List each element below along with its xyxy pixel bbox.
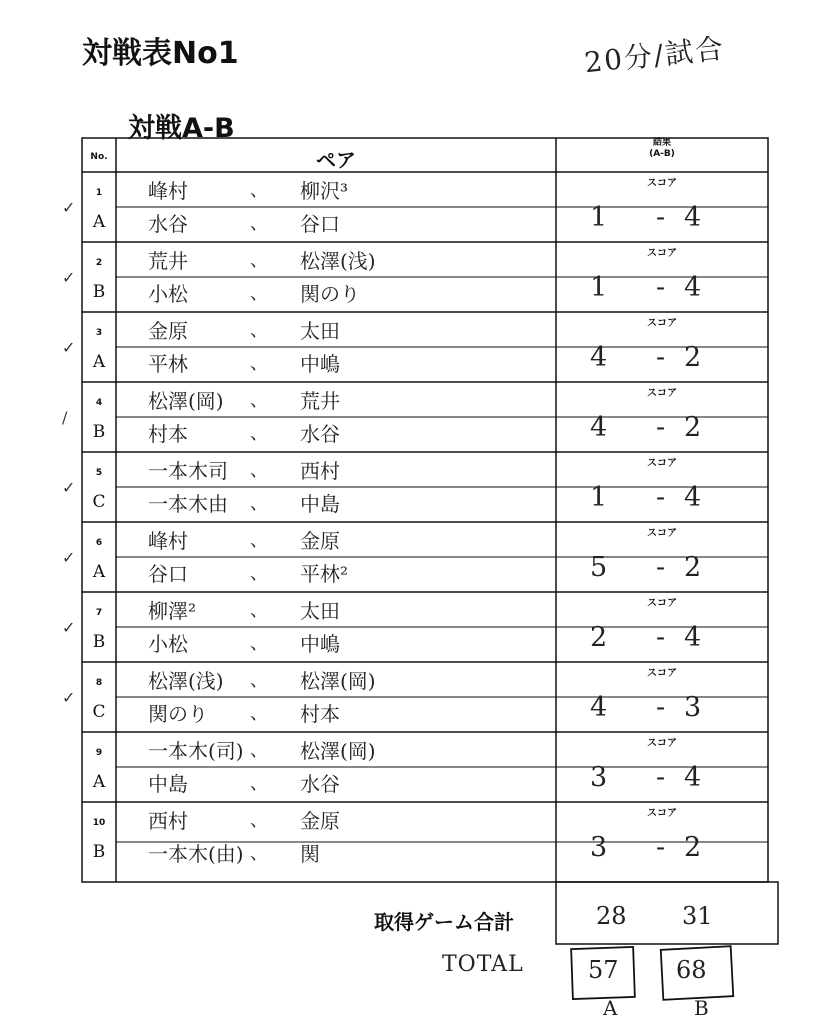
match-court: B <box>92 632 106 652</box>
page-title: 対戦表No1 <box>82 36 239 71</box>
pair-separator: 、 <box>250 670 268 691</box>
pair-separator: 、 <box>250 633 268 654</box>
pair2-player2: 谷口 <box>300 212 340 236</box>
pair2-player1: 谷口 <box>148 562 188 586</box>
match-number: 3 <box>95 328 103 338</box>
pair-separator: 、 <box>250 320 268 341</box>
pair2-player1: 平林 <box>148 352 188 376</box>
match-row <box>0 592 819 662</box>
pair1-player1: 峰村 <box>148 529 188 553</box>
pair1-player2: 松澤(浅) <box>300 249 376 273</box>
pair-separator: 、 <box>250 423 268 444</box>
check-mark: ✓ <box>62 268 76 287</box>
pair2-player2: 平林² <box>300 562 349 586</box>
pair-separator: 、 <box>250 530 268 551</box>
pair1-player2: 西村 <box>300 459 340 483</box>
score-a: 4 <box>590 342 608 373</box>
score-dash: - <box>656 202 666 233</box>
score-a: 2 <box>590 622 608 653</box>
match-row <box>0 522 819 592</box>
score-dash: - <box>656 832 666 863</box>
pair2-player1: 一本木由 <box>148 492 228 516</box>
score-b: 4 <box>684 202 702 233</box>
pair1-player2: 荒井 <box>300 389 340 413</box>
score-dash: - <box>656 272 666 303</box>
pair1-player1: 金原 <box>148 319 188 343</box>
match-number: 6 <box>95 538 103 548</box>
grand-total-label: TOTAL <box>442 952 524 977</box>
matchup-title: 対戦A-B <box>128 113 235 144</box>
pair-separator: 、 <box>250 493 268 514</box>
match-row <box>0 242 819 312</box>
pair2-player1: 小松 <box>148 632 188 656</box>
match-court: C <box>92 702 106 722</box>
score-b: 2 <box>684 832 702 863</box>
pair1-player2: 金原 <box>300 529 340 553</box>
pair-separator: 、 <box>250 810 268 831</box>
match-row <box>0 382 819 452</box>
pair1-player2: 金原 <box>300 809 340 833</box>
pair-separator: 、 <box>250 460 268 481</box>
pair1-player1: 峰村 <box>148 179 188 203</box>
score-dash: - <box>656 692 666 723</box>
pair-separator: 、 <box>250 740 268 761</box>
pair1-player1: 柳澤² <box>148 599 197 623</box>
match-row <box>0 732 819 802</box>
pair1-player1: 西村 <box>148 809 188 833</box>
score-b: 4 <box>684 482 702 513</box>
pair-separator: 、 <box>250 843 268 864</box>
header-pair: ペア <box>316 148 356 172</box>
score-dash: - <box>656 342 666 373</box>
score-label: スコア <box>647 178 677 189</box>
games-total-label: 取得ゲーム合計 <box>374 910 514 934</box>
match-court: B <box>92 282 106 302</box>
pair2-player1: 小松 <box>148 282 188 306</box>
match-row <box>0 312 819 382</box>
pair1-player1: 松澤(浅) <box>148 669 224 693</box>
pair2-player2: 村本 <box>300 702 340 726</box>
match-court: A <box>92 212 106 232</box>
check-mark: ✓ <box>62 548 76 567</box>
pair2-player2: 水谷 <box>300 772 340 796</box>
pair2-player1: 中島 <box>148 772 188 796</box>
match-row <box>0 802 819 872</box>
score-a: 5 <box>590 552 608 583</box>
header-result <box>556 138 768 160</box>
header-result-sub: (A-B) <box>649 149 675 159</box>
score-a: 3 <box>590 762 608 793</box>
grand-total-side-b: B <box>694 996 709 1020</box>
check-mark: ✓ <box>62 338 76 357</box>
pair1-player1: 一本木(司) <box>148 739 244 763</box>
match-number: 4 <box>95 398 103 408</box>
score-label: スコア <box>647 738 677 749</box>
games-total-b: 31 <box>682 902 713 930</box>
score-label: スコア <box>647 598 677 609</box>
grand-total-side-a: A <box>603 996 618 1020</box>
pair-separator: 、 <box>250 600 268 621</box>
score-dash: - <box>656 482 666 513</box>
match-row <box>0 662 819 732</box>
score-a: 4 <box>590 692 608 723</box>
pair-separator: 、 <box>250 180 268 201</box>
pair-separator: 、 <box>250 250 268 271</box>
check-mark: / <box>62 408 68 427</box>
match-row <box>0 452 819 522</box>
score-a: 1 <box>590 482 608 513</box>
check-mark: ✓ <box>62 688 76 707</box>
pair-separator: 、 <box>250 353 268 374</box>
pair1-player2: 太田 <box>300 319 340 343</box>
pair1-player2: 松澤(岡) <box>300 739 376 763</box>
match-court: C <box>92 492 106 512</box>
score-label: スコア <box>647 808 677 819</box>
header-result-label: 結果 <box>652 138 671 148</box>
pair2-player2: 中島 <box>300 492 340 516</box>
pair-separator: 、 <box>250 283 268 304</box>
totals-box <box>556 882 778 944</box>
match-court: A <box>92 772 106 792</box>
match-number: 2 <box>95 258 103 268</box>
pair1-player2: 太田 <box>300 599 340 623</box>
score-label: スコア <box>647 388 677 399</box>
pair2-player2: 関のり <box>300 282 360 306</box>
score-b: 4 <box>684 762 702 793</box>
pair-separator: 、 <box>250 390 268 411</box>
match-row <box>0 172 819 242</box>
pair-separator: 、 <box>250 773 268 794</box>
pair1-player2: 松澤(岡) <box>300 669 376 693</box>
score-b: 4 <box>684 622 702 653</box>
score-label: スコア <box>647 318 677 329</box>
match-number: 5 <box>95 468 103 478</box>
pair1-player1: 松澤(岡) <box>148 389 224 413</box>
match-duration-note: 20分/試合 <box>582 31 727 80</box>
score-a: 3 <box>590 832 608 863</box>
pair2-player1: 水谷 <box>148 212 188 236</box>
score-a: 1 <box>590 202 608 233</box>
grand-total-b: 68 <box>676 956 707 984</box>
match-number: 9 <box>95 748 103 758</box>
grand-total-a: 57 <box>588 956 619 984</box>
pair-separator: 、 <box>250 213 268 234</box>
match-number: 10 <box>92 818 106 828</box>
match-number: 7 <box>95 608 103 618</box>
pair-separator: 、 <box>250 703 268 724</box>
score-dash: - <box>656 762 666 793</box>
pair-separator: 、 <box>250 563 268 584</box>
pair2-player2: 関 <box>300 842 320 866</box>
check-mark: ✓ <box>62 618 76 637</box>
match-number: 8 <box>95 678 103 688</box>
match-court: A <box>92 562 106 582</box>
score-b: 2 <box>684 412 702 443</box>
score-dash: - <box>656 552 666 583</box>
score-label: スコア <box>647 248 677 259</box>
score-dash: - <box>656 412 666 443</box>
pair2-player2: 水谷 <box>300 422 340 446</box>
pair2-player2: 中嶋 <box>300 632 340 656</box>
games-total-a: 28 <box>596 902 627 930</box>
pair1-player1: 一本木司 <box>148 459 228 483</box>
score-label: スコア <box>647 528 677 539</box>
score-dash: - <box>656 622 666 653</box>
header-no: No. <box>90 152 108 162</box>
pair1-player2: 柳沢³ <box>300 179 349 203</box>
score-label: スコア <box>647 668 677 679</box>
pair2-player1: 一本木(由) <box>148 842 244 866</box>
score-b: 2 <box>684 552 702 583</box>
check-mark: ✓ <box>62 478 76 497</box>
pair2-player2: 中嶋 <box>300 352 340 376</box>
score-label: スコア <box>647 458 677 469</box>
pair2-player1: 村本 <box>148 422 188 446</box>
score-b: 2 <box>684 342 702 373</box>
match-number: 1 <box>95 188 103 198</box>
match-court: B <box>92 842 106 862</box>
score-a: 4 <box>590 412 608 443</box>
pair2-player1: 関のり <box>148 702 208 726</box>
pair1-player1: 荒井 <box>148 249 188 273</box>
score-b: 3 <box>684 692 702 723</box>
match-court: B <box>92 422 106 442</box>
score-a: 1 <box>590 272 608 303</box>
score-b: 4 <box>684 272 702 303</box>
check-mark: ✓ <box>62 198 76 217</box>
match-court: A <box>92 352 106 372</box>
